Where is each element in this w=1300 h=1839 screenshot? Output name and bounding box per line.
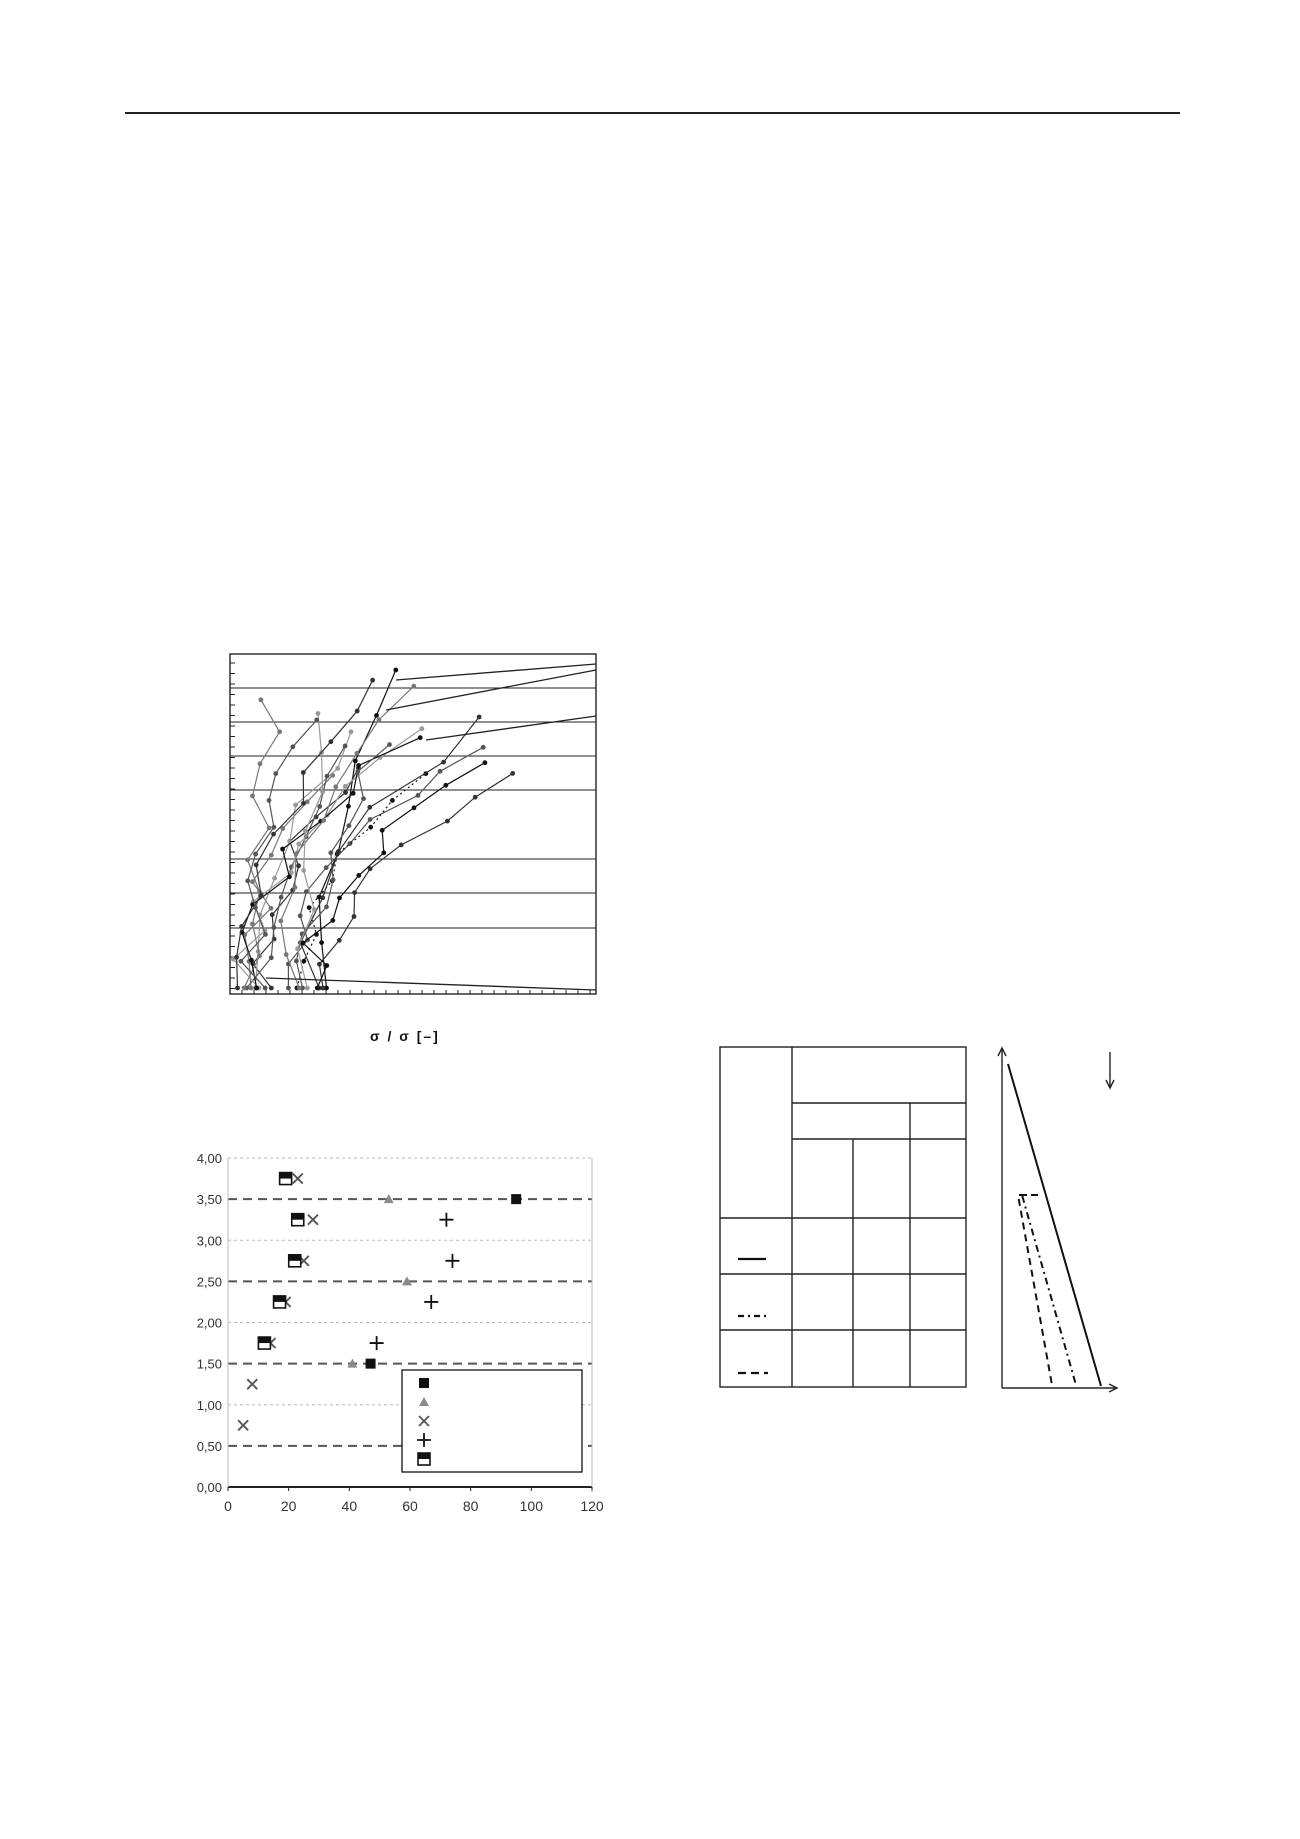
profile-point [445, 819, 450, 824]
data-point-half-square [258, 1337, 270, 1349]
line-style-table [718, 1045, 968, 1395]
y-tick-label: 3,00 [196, 1233, 222, 1249]
profile-point [317, 962, 322, 967]
profile-point [418, 735, 423, 740]
profile-line [386, 670, 596, 710]
profile-point [356, 763, 361, 768]
x-tick-label: 20 [280, 1498, 297, 1514]
profile-point [287, 874, 292, 879]
profile-point [272, 925, 277, 930]
profile-point [254, 986, 259, 991]
profile-point [321, 986, 326, 991]
data-point-x [308, 1215, 318, 1225]
solid-line [1008, 1064, 1101, 1386]
profile-point [301, 770, 306, 775]
profile-point [349, 729, 354, 734]
profile-point [329, 739, 334, 744]
profile-point [411, 684, 416, 689]
profile-point [239, 959, 244, 964]
profile-point [294, 852, 299, 857]
data-point-filled-square [511, 1194, 521, 1204]
profile-line [426, 716, 596, 740]
profile-point [301, 868, 306, 873]
x-tick-label: 40 [341, 1498, 358, 1514]
profile-point [352, 890, 357, 895]
profile-line [300, 717, 479, 988]
profile-point [284, 952, 289, 957]
data-point-half-square [274, 1296, 286, 1308]
profile-point [510, 771, 515, 776]
profile-point [293, 885, 298, 890]
profile-point [335, 766, 340, 771]
profile-point [314, 718, 319, 723]
profile-point [301, 941, 306, 946]
profile-point [351, 791, 356, 796]
profile-point [257, 954, 262, 959]
profile-point [302, 959, 307, 964]
legend-marker-half-square [418, 1453, 430, 1465]
profile-point [269, 906, 274, 911]
data-point-x [238, 1420, 248, 1430]
profile-point [279, 895, 284, 900]
profile-point [267, 798, 272, 803]
profile-point [481, 745, 486, 750]
stress-diagram [992, 1040, 1132, 1395]
scatter-legend [402, 1370, 582, 1472]
profile-point [333, 784, 338, 789]
profile-point [270, 912, 275, 917]
y-tick-label: 1,50 [196, 1356, 222, 1372]
profile-point [253, 852, 258, 857]
profile-point [280, 847, 285, 852]
profile-point [324, 963, 329, 968]
profile-point [324, 905, 329, 910]
profile-point [419, 726, 424, 731]
profile-point [399, 843, 404, 848]
table-border [720, 1047, 966, 1387]
profile-point [304, 889, 309, 894]
data-point-half-square [280, 1173, 292, 1185]
profile-line [296, 745, 389, 988]
profile-point [380, 828, 385, 833]
profile-point [368, 825, 373, 830]
profile-point [441, 760, 446, 765]
y-tick-label: 3,50 [196, 1192, 222, 1208]
profile-point [271, 832, 276, 837]
profile-point [269, 986, 274, 991]
profile-point [324, 865, 329, 870]
profile-point [356, 873, 361, 878]
profile-point [267, 826, 272, 831]
profile-point [307, 905, 312, 910]
profile-point [370, 678, 375, 683]
x-tick-label: 100 [519, 1498, 544, 1514]
profile-point [336, 850, 341, 855]
profile-point [277, 729, 282, 734]
profile-point [330, 918, 335, 923]
profile-point [412, 805, 417, 810]
profile-point [303, 829, 308, 834]
x-tick-label: 60 [402, 1498, 418, 1514]
profile-point [320, 895, 325, 900]
profile-point [317, 804, 322, 809]
data-point-half-square [292, 1214, 304, 1226]
profile-point [377, 717, 382, 722]
profile-point [347, 823, 352, 828]
dashdot-line [1022, 1195, 1076, 1385]
profile-point [263, 986, 268, 991]
profile-point [272, 876, 277, 881]
profile-point [319, 940, 324, 945]
y-tick-label: 0,00 [196, 1480, 222, 1495]
profile-point [269, 955, 274, 960]
profile-point [295, 946, 300, 951]
profile-point [477, 715, 482, 720]
data-point-plus [445, 1254, 459, 1268]
y-tick-label: 0,50 [196, 1438, 222, 1454]
header-rule [125, 112, 1180, 114]
profile-point [328, 850, 333, 855]
profile-line [288, 747, 483, 988]
profile-point [245, 878, 250, 883]
profile-line [396, 664, 596, 680]
profile-point [416, 793, 421, 798]
data-point-plus [439, 1213, 453, 1227]
data-point-plus [370, 1336, 384, 1350]
profile-point [263, 932, 268, 937]
profile-point [250, 922, 255, 927]
profile-point [259, 893, 264, 898]
profile-point [325, 774, 330, 779]
y-tick-label: 2,00 [196, 1315, 222, 1331]
profile-point [296, 863, 301, 868]
profile-point [272, 825, 277, 830]
data-point-plus [424, 1295, 438, 1309]
profile-point [301, 801, 306, 806]
profile-point [239, 924, 244, 929]
profile-point [312, 907, 317, 912]
legend-marker-filled-square [419, 1378, 429, 1388]
figure-profiles-xlabel: σ / σ [–] [370, 1028, 440, 1044]
profile-point [361, 796, 366, 801]
profile-point [258, 761, 263, 766]
profile-point [374, 713, 379, 718]
profile-point [337, 938, 342, 943]
y-tick-label: 4,00 [196, 1151, 222, 1166]
profile-line [233, 729, 421, 988]
profile-point [393, 668, 398, 673]
profile-point [343, 790, 348, 795]
profile-point [249, 986, 254, 991]
profile-point [269, 853, 274, 858]
profile-point [235, 986, 240, 991]
profile-point [321, 818, 326, 823]
data-point-x [247, 1379, 257, 1389]
profile-point [305, 986, 310, 991]
profile-point [390, 798, 395, 803]
profile-point [294, 959, 299, 964]
profile-point [245, 858, 250, 863]
profile-point [343, 784, 348, 789]
profile-point [250, 794, 255, 799]
data-point-filled-square [366, 1359, 376, 1369]
profile-point [249, 958, 254, 963]
profile-point [367, 805, 372, 810]
profile-point [253, 905, 258, 910]
profile-point [250, 879, 255, 884]
profile-point [286, 986, 291, 991]
data-point-half-square [289, 1255, 301, 1267]
profile-point [290, 744, 295, 749]
profile-point [320, 790, 325, 795]
x-tick-label: 120 [580, 1498, 604, 1514]
profile-point [315, 986, 320, 991]
profile-point [368, 817, 373, 822]
profile-point [381, 850, 386, 855]
y-tick-label: 1,00 [196, 1397, 222, 1413]
figure-profiles-chart [226, 650, 601, 1000]
profile-point [355, 751, 360, 756]
x-tick-label: 80 [462, 1498, 479, 1514]
data-point-x [293, 1174, 303, 1184]
profile-point [343, 744, 348, 749]
profile-point [278, 919, 283, 924]
profile-point [355, 769, 360, 774]
profile-point [254, 863, 259, 868]
profile-point [483, 760, 488, 765]
profile-point [473, 795, 478, 800]
dashed-line [1018, 1195, 1052, 1385]
profile-point [273, 771, 278, 776]
profile-point [316, 711, 321, 716]
profile-point [296, 842, 301, 847]
x-tick-label: 0 [224, 1498, 232, 1514]
profile-point [259, 697, 264, 702]
profile-point [331, 877, 336, 882]
profile-point [346, 804, 351, 809]
profile-point [438, 769, 443, 774]
profile-point [352, 914, 357, 919]
profile-point [355, 709, 360, 714]
profile-point [298, 913, 303, 918]
profile-point [443, 783, 448, 788]
profile-point [234, 955, 239, 960]
figure-scatter-chart [180, 1150, 620, 1530]
profile-point [387, 742, 392, 747]
profile-point [293, 803, 298, 808]
profile-point [242, 986, 247, 991]
profile-point [297, 986, 302, 991]
profile-point [337, 896, 342, 901]
y-tick-label: 2,50 [196, 1274, 222, 1290]
